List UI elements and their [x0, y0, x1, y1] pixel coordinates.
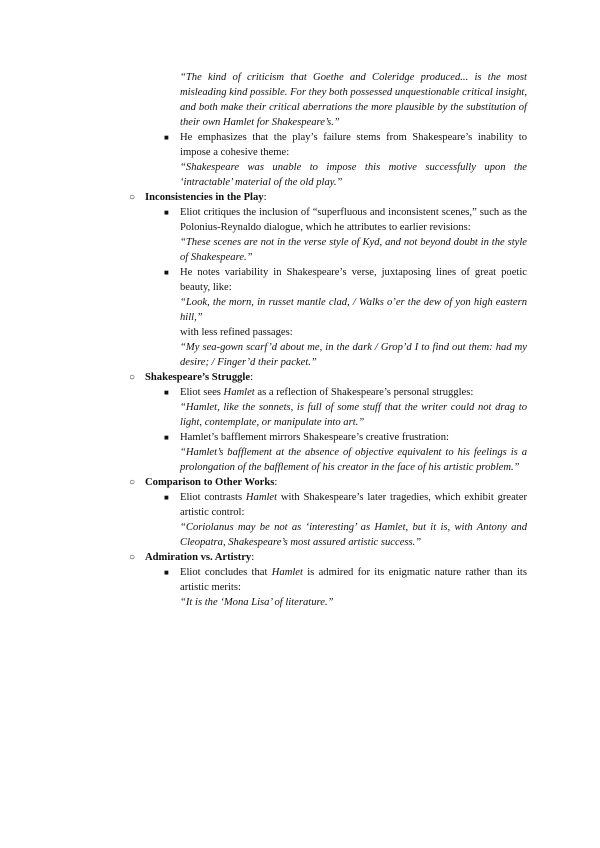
square-bullet-icon: ■ [164, 133, 169, 142]
list-item-quote: “Hamlet’s bafflement at the absence of objective equivalent to his feelings is a prolongation of the bafflement of his creator in the face of his artistic problem.” [180, 447, 527, 473]
list-item [164, 205, 527, 265]
list-item [164, 430, 527, 475]
list-item [164, 565, 527, 610]
list-item-text: Hamlet’s bafflement mirrors Shakespeare’s creative frustration: [180, 432, 449, 443]
section-admiration: ○ Admiration vs. Artistry: [129, 552, 255, 563]
list-item [164, 385, 527, 430]
list-item-quote: “Shakespeare was unable to impose this motive successfully upon the ‘intractable’ material of the old play.” [180, 162, 527, 188]
list-item-text: Eliot contrasts Hamlet with Shakespeare’s later tragedies, which exhibit greater artistic control: [180, 492, 527, 518]
section-title: Inconsistencies in the Play [145, 192, 264, 203]
section-comparison: ○ Comparison to Other Works: [129, 477, 278, 488]
square-bullet-icon: ■ [164, 388, 169, 397]
section-title: Comparison to Other Works [145, 477, 275, 488]
circle-bullet-icon: ○ [129, 477, 136, 488]
list-item-text: He emphasizes that the play’s failure stems from Shakespeare’s inability to impose a cohesive theme: [180, 132, 527, 158]
list-item-quote: “These scenes are not in the verse style of Kyd, and not beyond doubt in the style of Shakespeare.” [180, 237, 527, 263]
list-item-quote: “Look, the morn, in russet mantle clad, / Walks o’er the dew of yon high eastern hill,” [180, 297, 527, 323]
list-item [164, 265, 527, 370]
list-item-quote: “Coriolanus may be not as ‘interesting’ as Hamlet, but it is, with Antony and Cleopatra, Shakespeare’s most assured artistic success.” [180, 522, 527, 548]
section-title: Shakespeare’s Struggle [145, 372, 251, 383]
square-bullet-icon: ■ [164, 208, 169, 217]
list-item [164, 130, 527, 190]
square-bullet-icon: ■ [164, 433, 169, 442]
list-item-quote: “Hamlet, like the sonnets, is full of some stuff that the writer could not drag to light, contemplate, or manipulate into art.” [180, 402, 527, 428]
list-item-quote: “It is the ‘Mona Lisa’ of literature.” [180, 597, 334, 608]
section-title: Admiration vs. Artistry [145, 552, 252, 563]
document-body [0, 70, 600, 610]
list-item-text: Eliot concludes that Hamlet is admired for its enigmatic nature rather than its artistic merits: [180, 567, 527, 593]
goethe-coleridge-quote: “The kind of criticism that Goethe and Coleridge produced... is the most misleading kind possible. For they both possessed unquestionable critical insight, and both make their critical aberrations the more plausible by the substitution of their own Hamlet for Shakespeare’s.” [180, 72, 527, 128]
square-bullet-icon: ■ [164, 568, 169, 577]
list-item-text: Eliot sees Hamlet as a reflection of Shakespeare’s personal struggles: [180, 387, 474, 398]
list-item-text: with less refined passages: [180, 327, 293, 338]
square-bullet-icon: ■ [164, 493, 169, 502]
square-bullet-icon: ■ [164, 268, 169, 277]
circle-bullet-icon: ○ [129, 192, 136, 203]
circle-bullet-icon: ○ [129, 372, 136, 383]
list-item-text: Eliot critiques the inclusion of “superfluous and inconsistent scenes,” such as the Polonius-Reynaldo dialogue, which he attributes to earlier revisions: [180, 207, 527, 233]
list-item-quote: “My sea-gown scarf’d about me, in the dark / Grop’d I to find out them: had my desire; / Finger’d their packet.” [180, 342, 527, 368]
list-item-text: He notes variability in Shakespeare’s verse, juxtaposing lines of great poetic beauty, like: [180, 267, 527, 293]
section-inconsistencies: ○ Inconsistencies in the Play: [129, 192, 267, 203]
circle-bullet-icon: ○ [129, 552, 136, 563]
list-item [164, 490, 527, 550]
section-shakespeare-struggle: ○ Shakespeare’s Struggle: [129, 372, 254, 383]
